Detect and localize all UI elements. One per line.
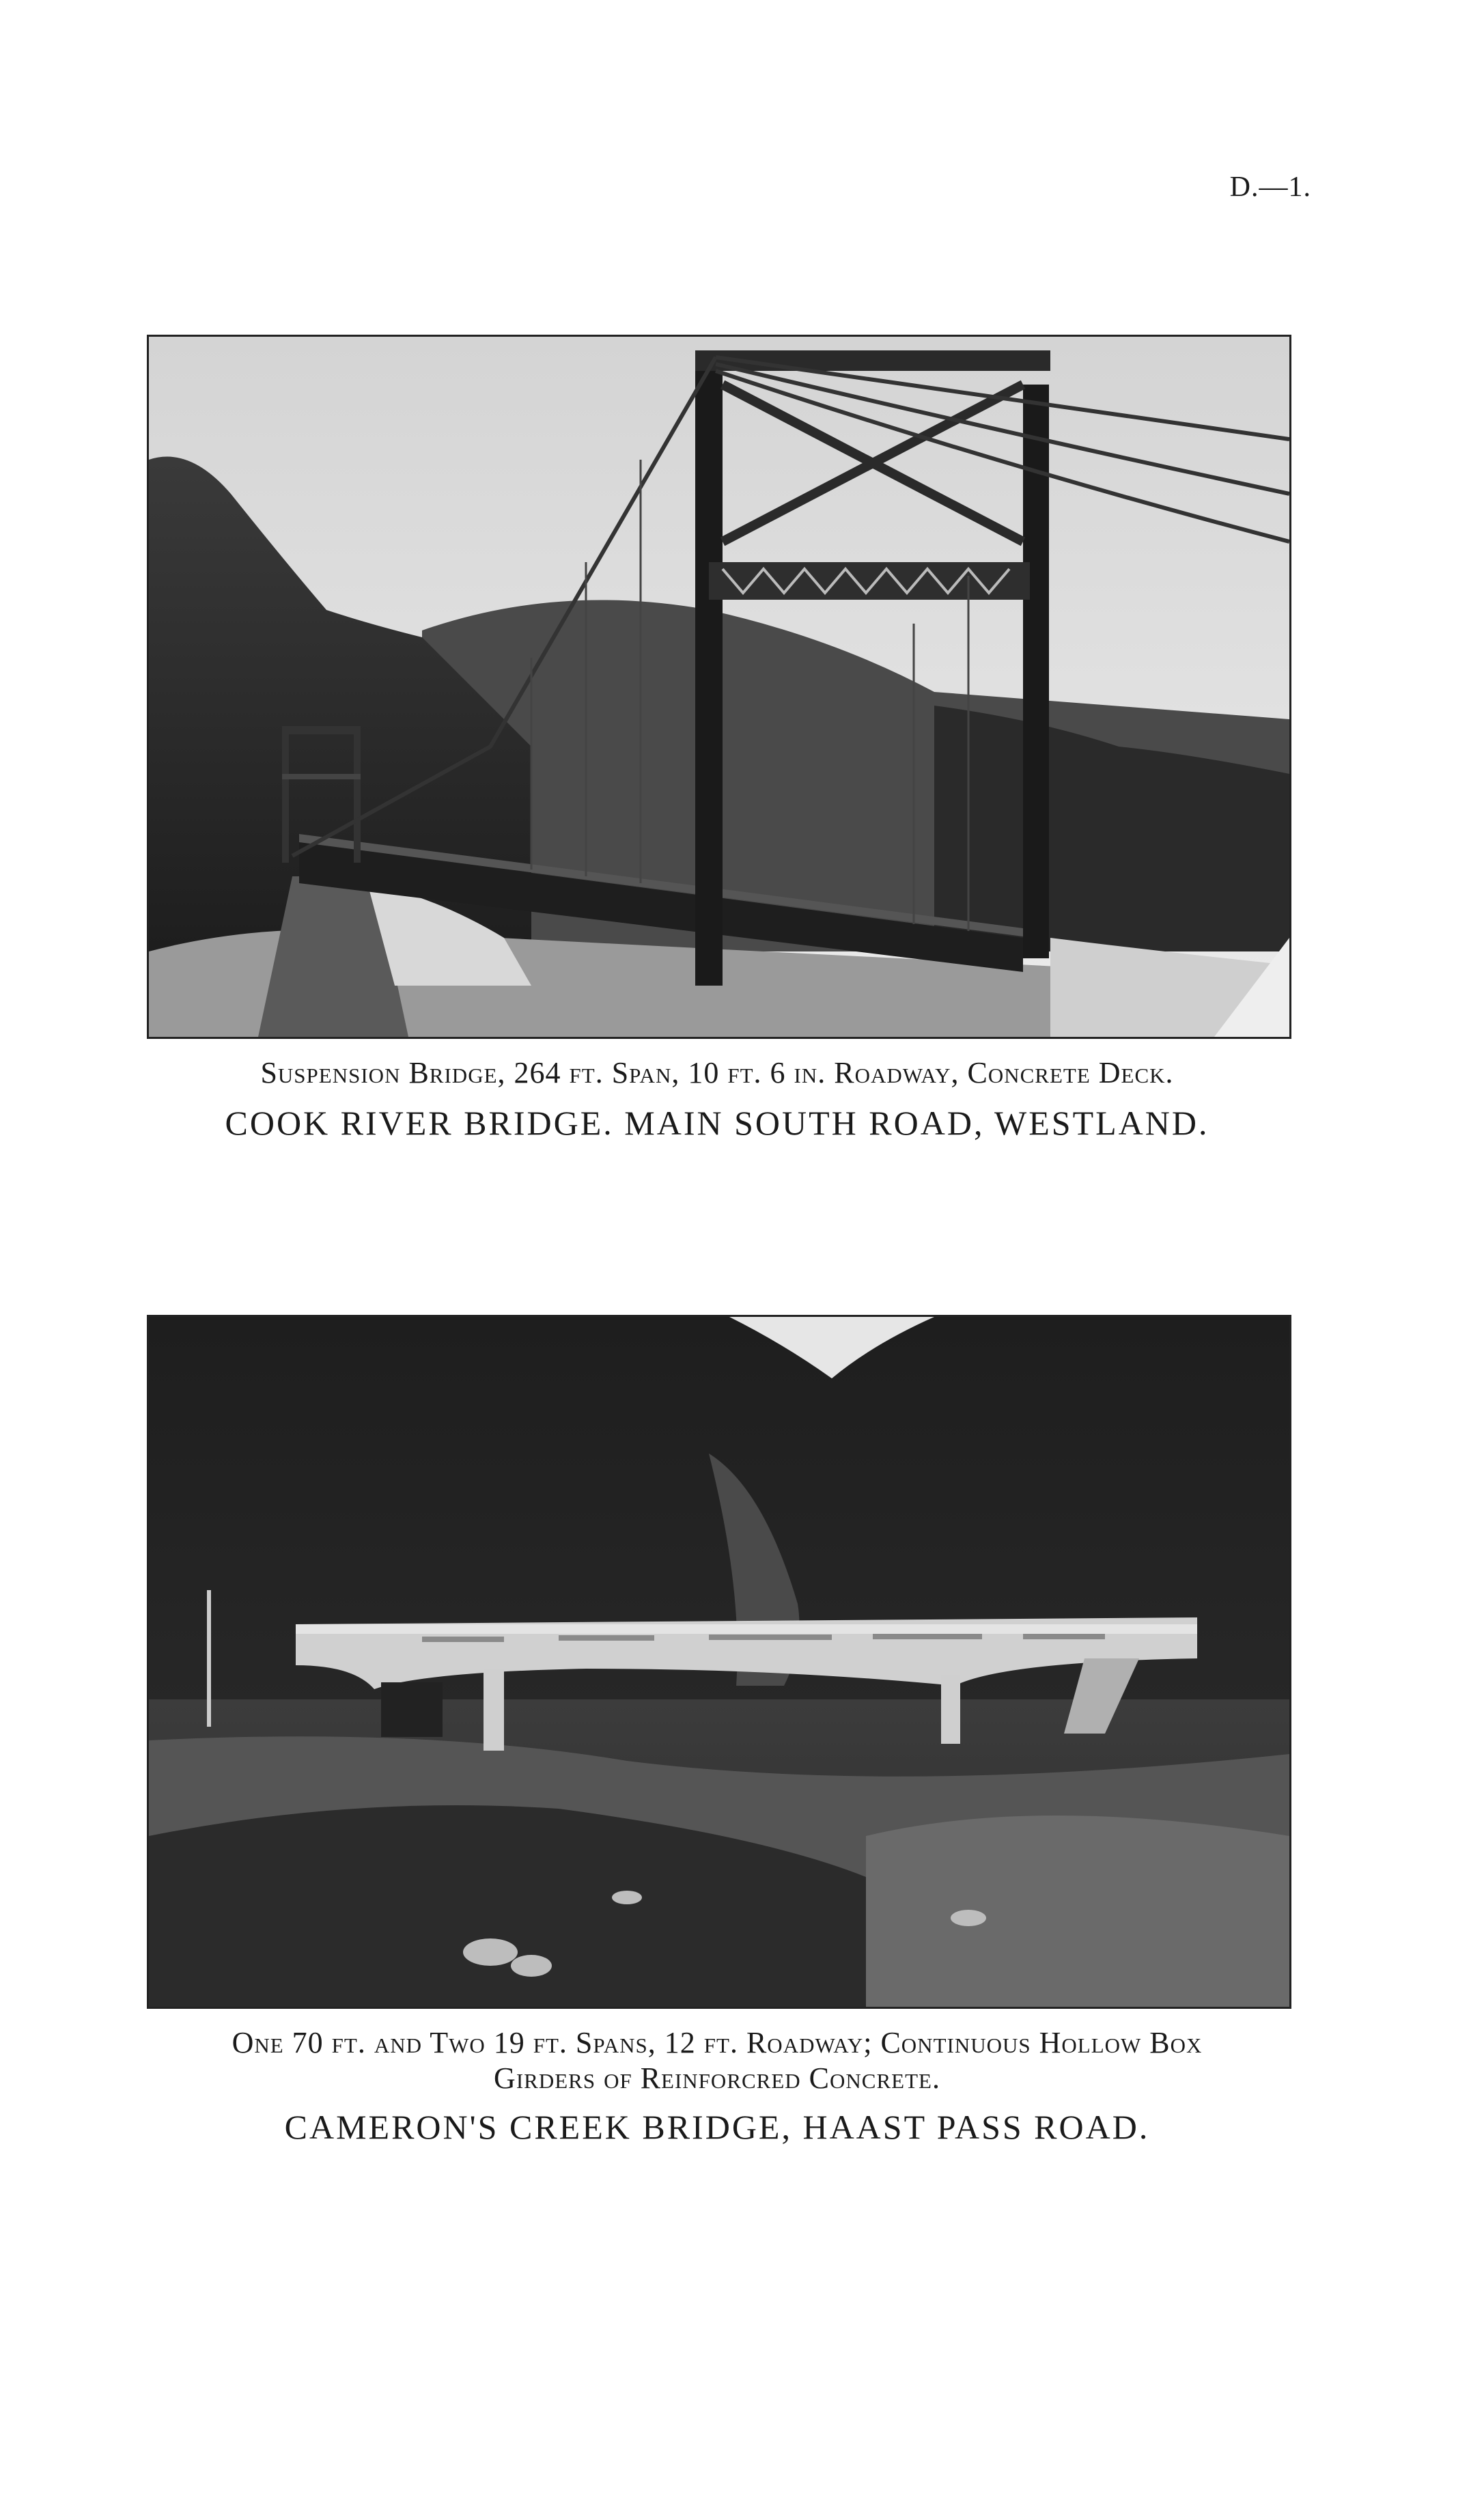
cook-river-bridge-title: COOK RIVER BRIDGE. MAIN SOUTH ROAD, WESTLAND.: [225, 1104, 1209, 1142]
camerons-creek-bridge-caption-line2: Girders of Reinforcred Concrete.: [494, 2061, 940, 2095]
camerons-creek-bridge-title: CAMERON'S CREEK BRIDGE, HAAST PASS ROAD.: [284, 2108, 1150, 2146]
camerons-creek-bridge-photo: [147, 1315, 1291, 2009]
page-reference: D.—1.: [1229, 171, 1311, 203]
cook-river-bridge-caption: Suspension Bridge, 264 ft. Span, 10 ft. 6 in. Roadway, Concrete Deck.: [260, 1056, 1174, 1089]
camerons-creek-bridge-caption-line1: One 70 ft. and Two 19 ft. Spans, 12 ft. Roadway; Continuous Hollow Box: [232, 2026, 1203, 2059]
cook-river-bridge-photo: [147, 335, 1291, 1039]
